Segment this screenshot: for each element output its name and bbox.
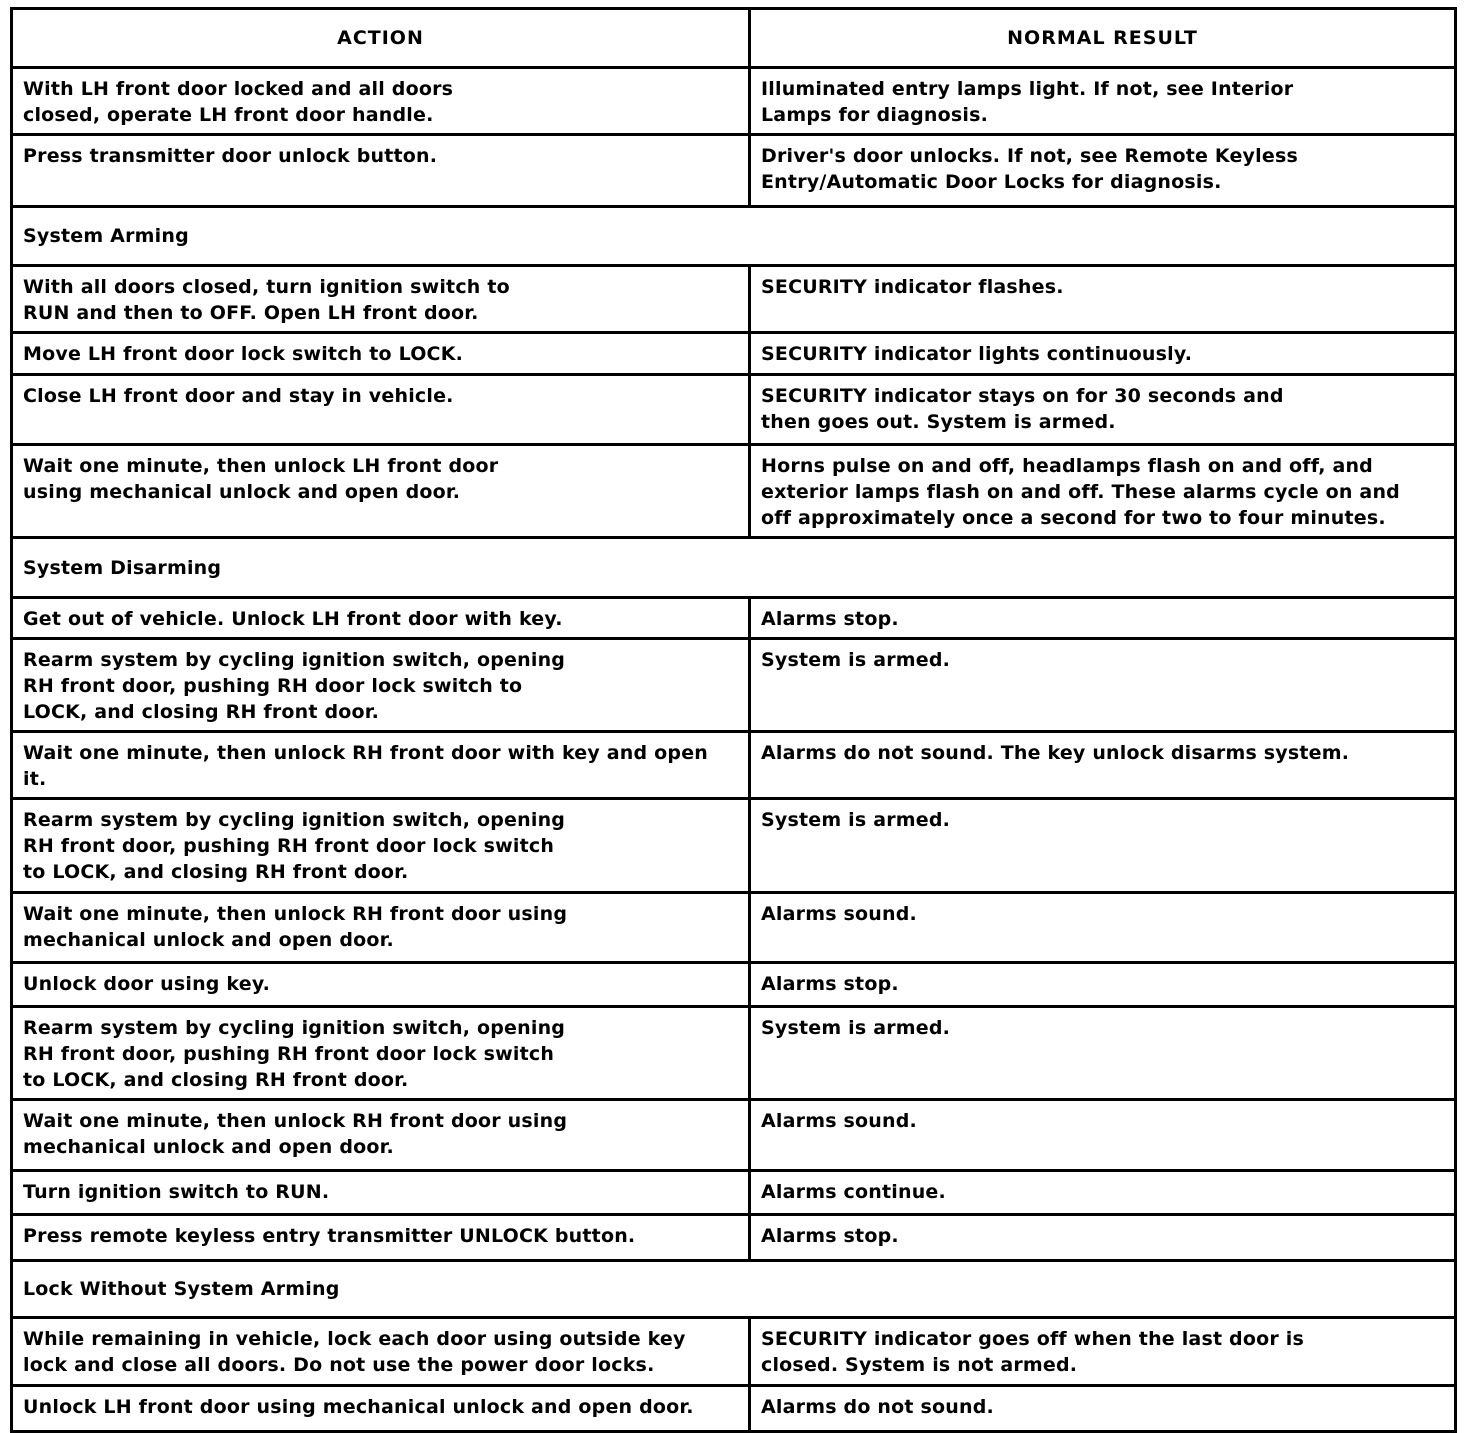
table-row [12,1386,1456,1432]
normal-result-cell: Alarms stop. [750,963,1456,1007]
table-row [12,1171,1456,1215]
normal-result-cell: Horns pulse on and off, headlamps flash on and off, and exterior lamps flash on and off. These alarms cycle on and off approximately once a second for two to four minutes. [750,445,1456,538]
action-cell: Press transmitter door unlock button. [12,135,750,207]
table-header [12,9,1456,68]
table-row [12,639,1456,732]
table-row [12,68,1456,135]
normal-result-cell: Alarms continue. [750,1171,1456,1215]
action-cell: Close LH front door and stay in vehicle. [12,375,750,445]
table-row [12,893,1456,963]
action-cell: Turn ignition switch to RUN. [12,1171,750,1215]
table-row [12,1100,1456,1171]
normal-result-cell: SECURITY indicator lights continuously. [750,333,1456,375]
normal-result-cell: Alarms stop. [750,598,1456,639]
table-row [12,598,1456,639]
normal-result-cell: Alarms do not sound. The key unlock disarms system. [750,732,1456,799]
normal-result-cell: Driver's door unlocks. If not, see Remote Keyless Entry/Automatic Door Locks for diagnosis. [750,135,1456,207]
normal-result-column-header: NORMAL RESULT [750,9,1456,68]
normal-result-cell: System is armed. [750,639,1456,732]
action-cell: Get out of vehicle. Unlock LH front door with key. [12,598,750,639]
action-cell: With LH front door locked and all doors closed, operate LH front door handle. [12,68,750,135]
action-cell: With all doors closed, turn ignition switch to RUN and then to OFF. Open LH front door. [12,266,750,333]
section-row [12,538,1456,598]
normal-result-cell: SECURITY indicator stays on for 30 seconds and then goes out. System is armed. [750,375,1456,445]
action-cell: Unlock door using key. [12,963,750,1007]
table-row [12,333,1456,375]
action-cell: Rearm system by cycling ignition switch, opening RH front door, pushing RH door lock switch to LOCK, and closing RH front door. [12,639,750,732]
header-row [12,9,1456,68]
section-row [12,1261,1456,1318]
table-row [12,1007,1456,1100]
normal-result-cell: SECURITY indicator goes off when the last door is closed. System is not armed. [750,1318,1456,1386]
table-body [12,68,1456,1432]
table-row [12,445,1456,538]
table-row [12,732,1456,799]
section-heading: System Disarming [12,538,1456,598]
table-row [12,1318,1456,1386]
action-cell: Press remote keyless entry transmitter UNLOCK button. [12,1215,750,1261]
normal-result-cell: Alarms sound. [750,1100,1456,1171]
action-cell: Unlock LH front door using mechanical unlock and open door. [12,1386,750,1432]
table-row [12,135,1456,207]
normal-result-cell: Alarms sound. [750,893,1456,963]
normal-result-cell: SECURITY indicator flashes. [750,266,1456,333]
section-heading: System Arming [12,207,1456,266]
action-cell: Wait one minute, then unlock RH front door with key and open it. [12,732,750,799]
table-row [12,266,1456,333]
table-row [12,963,1456,1007]
action-cell: Wait one minute, then unlock LH front door using mechanical unlock and open door. [12,445,750,538]
normal-result-cell: Alarms stop. [750,1215,1456,1261]
action-cell: Move LH front door lock switch to LOCK. [12,333,750,375]
table-row [12,799,1456,893]
diagnostic-table [10,7,1457,1433]
table-row [12,1215,1456,1261]
normal-result-cell: Alarms do not sound. [750,1386,1456,1432]
action-cell: Wait one minute, then unlock RH front door using mechanical unlock and open door. [12,1100,750,1171]
action-column-header: ACTION [12,9,750,68]
section-heading: Lock Without System Arming [12,1261,1456,1318]
action-cell: Wait one minute, then unlock RH front door using mechanical unlock and open door. [12,893,750,963]
action-cell: Rearm system by cycling ignition switch, opening RH front door, pushing RH front door lock switch to LOCK, and closing RH front door. [12,799,750,893]
normal-result-cell: Illuminated entry lamps light. If not, see Interior Lamps for diagnosis. [750,68,1456,135]
table-row [12,375,1456,445]
normal-result-cell: System is armed. [750,799,1456,893]
section-row [12,207,1456,266]
action-cell: Rearm system by cycling ignition switch, opening RH front door, pushing RH front door lock switch to LOCK, and closing RH front door. [12,1007,750,1100]
action-cell: While remaining in vehicle, lock each door using outside key lock and close all doors. Do not use the power door locks. [12,1318,750,1386]
normal-result-cell: System is armed. [750,1007,1456,1100]
